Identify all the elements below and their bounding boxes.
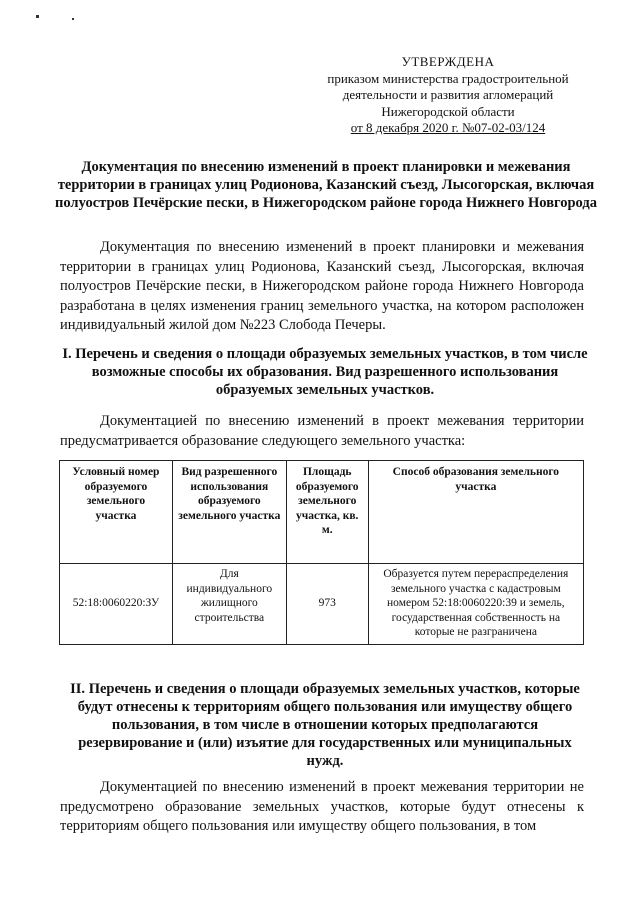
table-cell: Для индивидуального жилищного строительства <box>172 564 286 645</box>
section-heading-text: Перечень и сведения о площади образуемых земельных участков, которые будут отнесены к территориям общего пользования или имуществу общего пользования, в том числе в отношении которых предполагаются резервирование и (или) изъятие для государственных или муниципальных нужд. <box>77 681 580 769</box>
table-header-cell: Площадь образуемого земельного участка, кв. м. <box>286 461 368 564</box>
section-1-paragraph: Документацией по внесению изменений в проект межевания территории предусматривается образование следующего земельного участка: <box>60 413 584 449</box>
section-heading-text: Перечень и сведения о площади образуемых земельных участков, в том числе возможные способы их образования. Вид разрешенного использования образуемых земельных участков. <box>75 346 588 398</box>
approval-line: деятельности и развития агломераций <box>342 87 554 102</box>
document-title: Документация по внесению изменений в проект планировки и межевания территории в границах улиц Родионова, Казанский съезд, Лысогорская, включая полуостров Печёрские пески, в Нижегородском районе города Нижнего Новгорода <box>55 159 597 211</box>
scan-speck <box>72 18 74 20</box>
approval-heading: УТВЕРЖДЕНА <box>401 54 495 69</box>
table-cell: Образуется путем перераспределения земельного участка с кадастровым номером 52:18:0060220:39 и земель, государственная собственность на которые не разграничена <box>368 564 583 645</box>
land-plot-table <box>59 460 584 645</box>
section-2-paragraph: Документацией по внесению изменений в проект межевания территории не предусмотрено образование земельных участков, которые будут отнесены к территориям общего пользования или имуществу общего пользования, в том <box>60 779 584 834</box>
section-1-heading <box>62 345 588 399</box>
table-cell: 52:18:0060220:ЗУ <box>60 564 173 645</box>
section-2-heading <box>62 680 588 770</box>
scan-speck <box>36 15 39 18</box>
section-number: I. <box>62 346 72 362</box>
table-header-cell: Условный номер образуемого земельного участка <box>60 461 173 564</box>
section-number: II. <box>70 681 86 697</box>
approval-line: Нижегородской области <box>381 103 515 119</box>
approval-date: от 8 декабря 2020 г. №07-02-03/124 <box>350 120 546 135</box>
table-header-cell: Способ образования земельного участка <box>368 461 583 564</box>
table-row <box>60 564 584 645</box>
intro-paragraph: Документация по внесению изменений в проект планировки и межевания территории в границах улиц Родионова, Казанский съезд, Лысогорская, включая полуостров Печёрские пески, в Нижегородском районе города Нижнего Новгорода разработана в целях изменения границ земельного участка, на котором расположен индивидуальный жилой дом №223 Слобода Печеры. <box>60 239 584 333</box>
table-header-row <box>60 461 584 564</box>
approval-stamp <box>300 54 596 137</box>
table-header-cell: Вид разрешенного использования образуемого земельного участка <box>172 461 286 564</box>
approval-line: приказом министерства градостроительной <box>327 70 569 86</box>
table-cell: 973 <box>286 564 368 645</box>
